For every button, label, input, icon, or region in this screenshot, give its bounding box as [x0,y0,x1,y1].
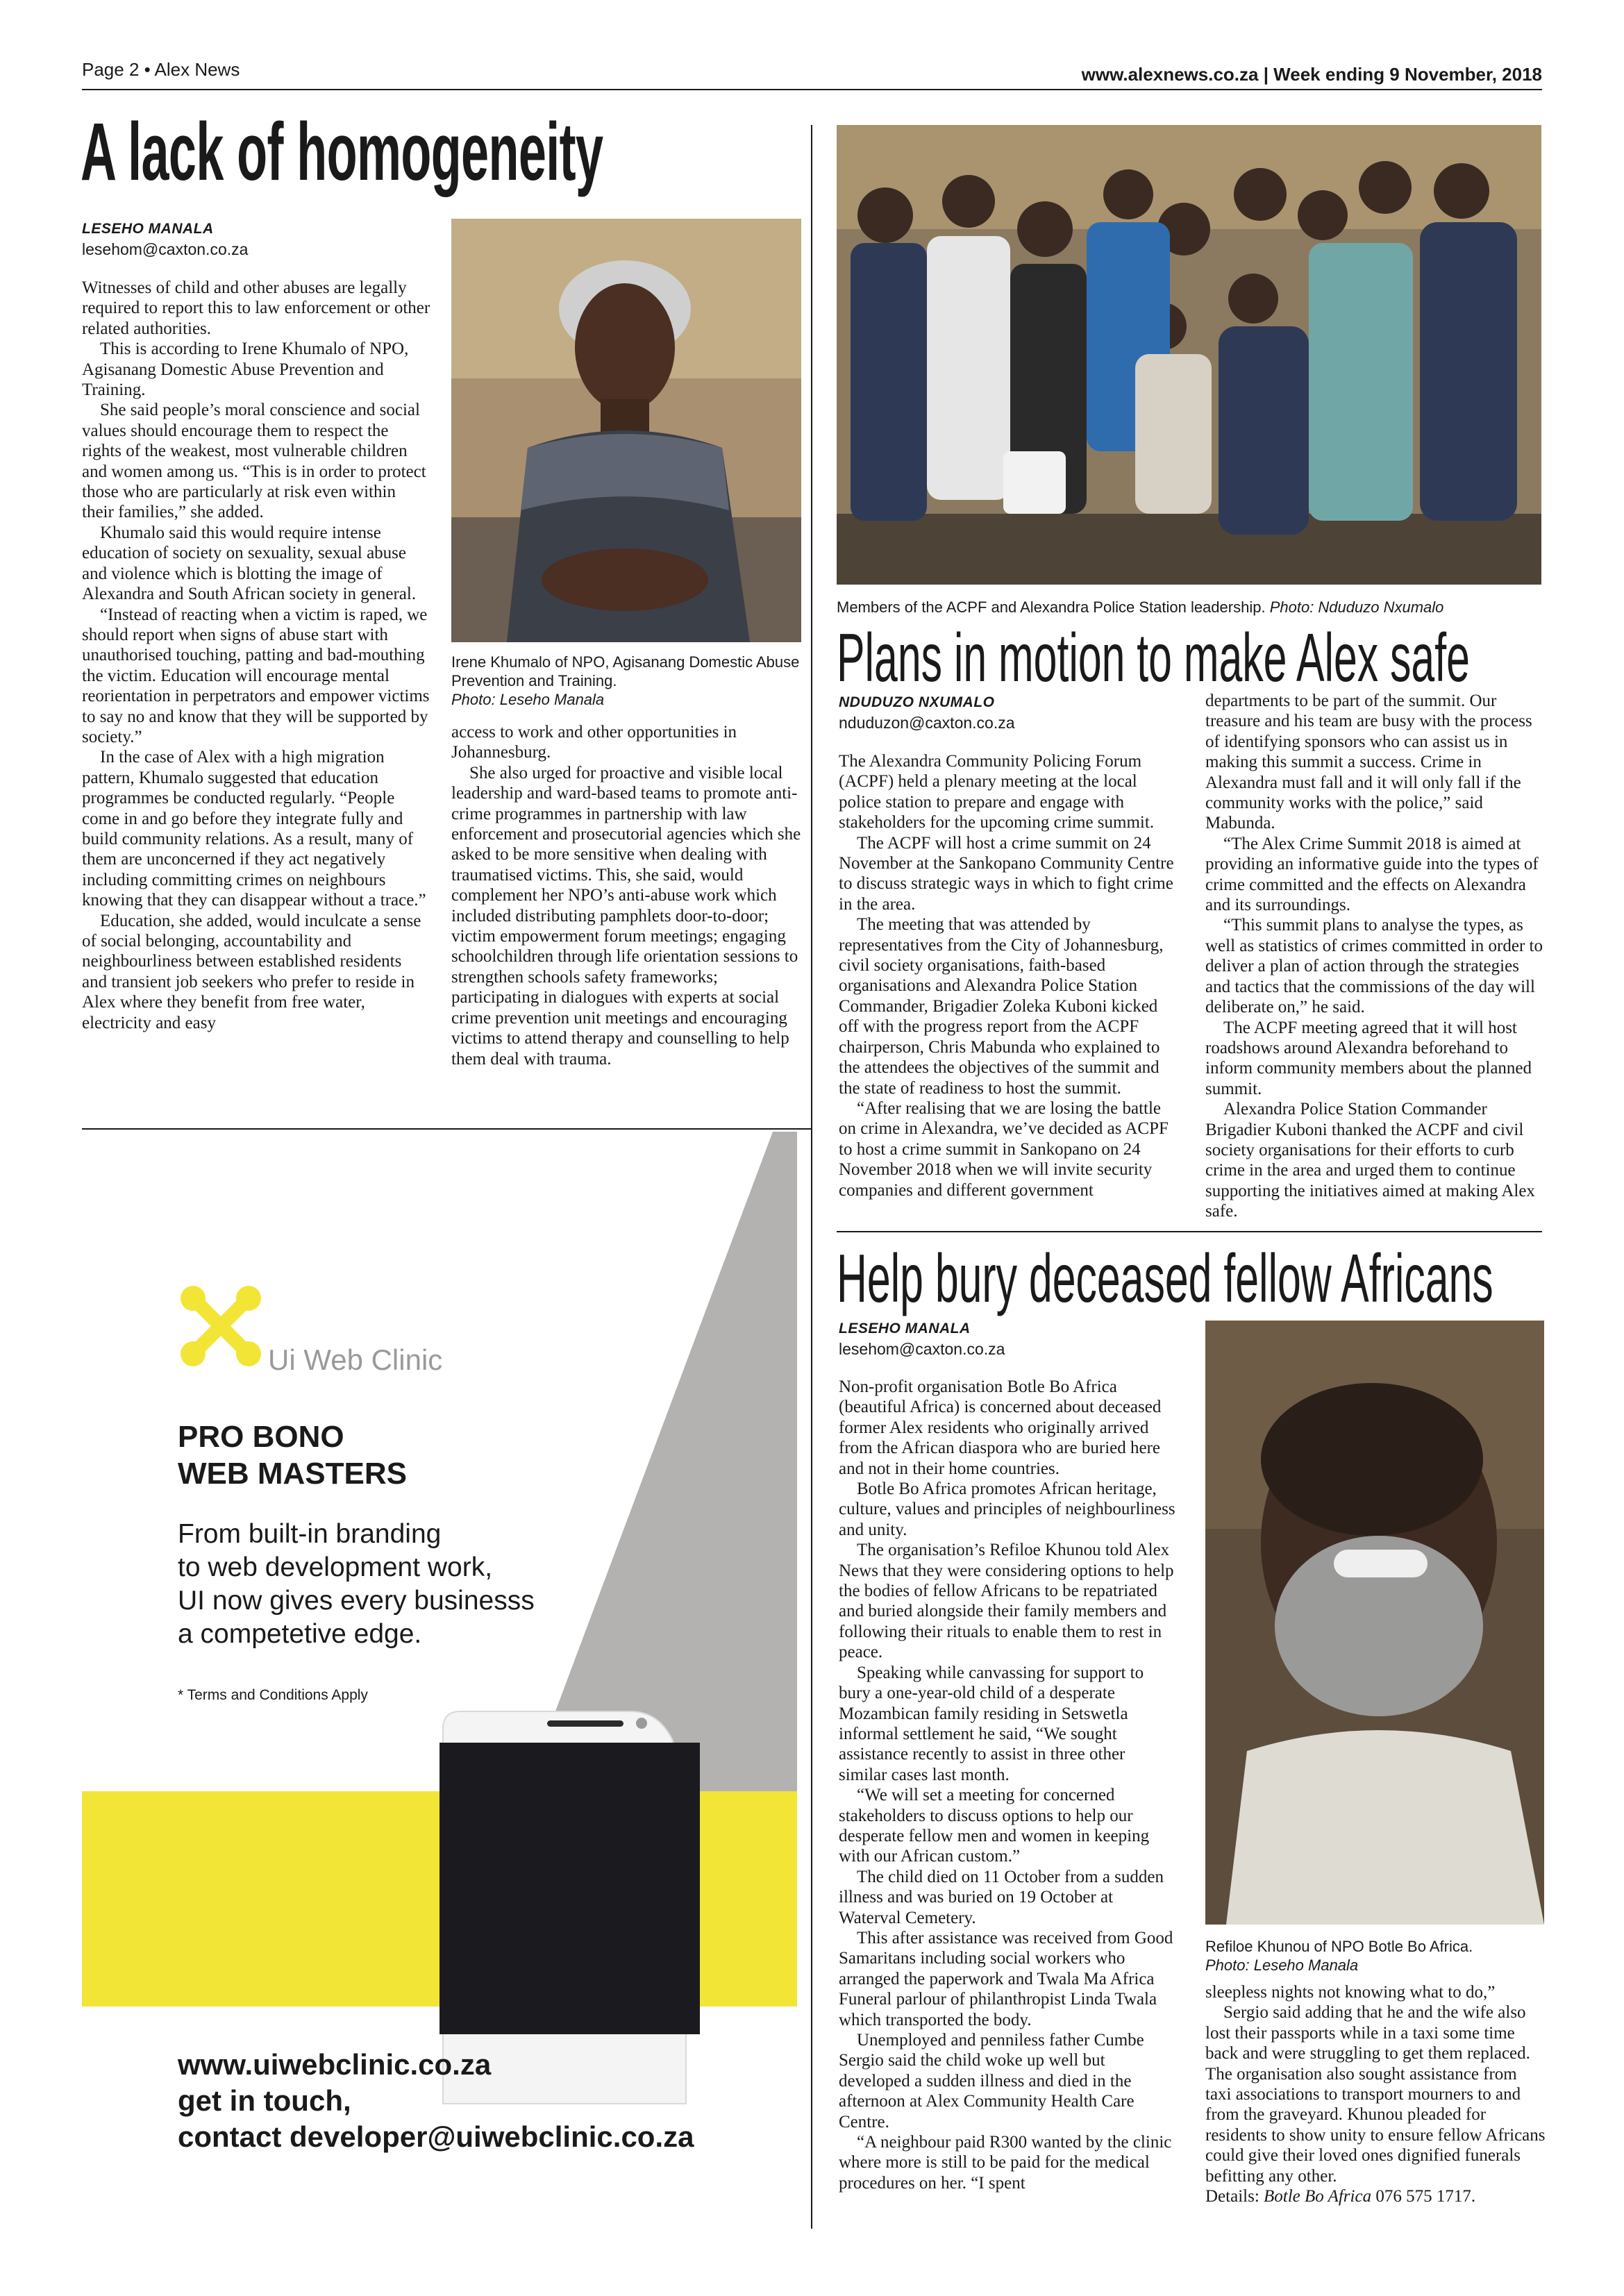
paragraph: Unemployed and penniless father Cumbe Sergio said the child woke up well but developed a sudden illness and died in the afternoon at Alex Community Health Care Centre. [839,2031,1144,2131]
paragraph: departments to be part of the summit. Our treasure and his team are busy with the process of identifying sponsors who can assist us in making this summit a success. Crime in Alexandra must fall and it will only fall if the community works with the police,” said Mabunda. [1205,692,1532,833]
irene-khumalo-photo [451,219,801,642]
paragraph: Education, she added, would inculcate a sense of social belonging, accountability and neighbourliness between established residents and transient job seekers who prefer to reside in Alex where they benefit from free water, electricity and easy [82,911,421,1032]
ui-web-clinic-ad [82,1132,797,2222]
article3-photo-caption [1205,1937,1546,1975]
paragraph: Speaking while canvassing for support to bury a one-year-old child of a desperate Mozambican family residing in Setswetla informal settlement he said, “We sought assistance recently to assist in three other similar cases last month. [839,1663,1144,1784]
ad-url[interactable]: www.uiwebclinic.co.za [178,2048,492,2081]
article3-byline: LESEHO MANALA [839,1321,971,1336]
paragraph: “This summit plans to analyse the types, as well as statistics of crimes committed in order to deliver a plan of action through the strategies and tactics that the commissions of the day will deliberate on,” he said. [1205,916,1543,1017]
photo-credit: Photo: Leseho Manala [451,691,605,708]
caption-text: Members of the ACPF and Alexandra Police Station leadership. [837,598,1266,616]
paragraph: “After realising that we are losing the battle on crime in Alexandra, we’ve decided as ACPF to host a crime summit in Sankopano on 24 November 2018 when we will invite security companies and different government [839,1098,1169,1200]
article1-email: lesehom@caxton.co.za [82,240,249,258]
article2-column1 [839,751,1178,1200]
details-label: Details: [1205,2187,1259,2206]
group-illustration [837,125,1541,585]
paragraph: Alexandra Police Station Commander Brigadier Kuboni thanked the ACPF and civil society organisations for their efforts to curb crime in the area and urged them to continue supporting the initiatives aimed at making Alex safe. [1205,1100,1535,1221]
paragraph [1205,2186,1546,2206]
ad-top-rule [82,1128,811,1130]
ad-body-line1: From built-in branding [178,1519,442,1549]
column-divider [811,125,812,2229]
ad-terms: * Terms and Conditions Apply [178,1687,368,1703]
paragraph: Non-profit organisation Botle Bo Africa (beautiful Africa) is concerned about deceased former Alex residents who originally arrived from the African diaspora who are buried here and not in their home countries. [839,1377,1162,1478]
paragraph: “We will set a meeting for concerned stakeholders to discuss options to help our desperate fellow men and women in keeping with our African custom.” [839,1786,1150,1866]
article1-headline: A lack of homogeneity [81,106,603,198]
article3-column2 [1205,1982,1546,2206]
details-org: Botle Bo Africa [1264,2187,1372,2206]
paragraph: The child died on 11 October from a sudden illness and was buried on 19 October at Waterval Cemetery. [839,1867,1164,1927]
ad-body-line4: a competetive edge. [178,1619,422,1649]
paragraph: Witnesses of child and other abuses are legally required to report this to law enforcement or other related authorities. [82,278,430,338]
ad-heading-line1: PRO BONO [178,1420,344,1454]
article2-byline: NDUDUZO NXUMALO [839,694,995,710]
paragraph: This after assistance was received from Good Samaritans including social workers who arranged the paperwork and Twala Ma Africa Funeral parlour of philanthropist Linda Twala which transported the body. [839,1928,1173,2029]
ad-body-line2: to web development work, [178,1552,493,1582]
caption-text: Irene Khumalo of NPO, Agisanang Domestic Abuse Prevention and Training. [451,653,800,689]
paragraph: “Instead of reacting when a victim is raped, we should report when signs of abuse start with unauthorised touching, patting and bad-mouthing the victim. Education will encourage mental reorientation in perpetrators and empower victims to say no and know that they will be supported by society.” [82,605,430,746]
ad-contact[interactable]: contact developer@uiwebclinic.co.za [178,2120,694,2153]
details-phone: 076 575 1717. [1375,2187,1476,2206]
article2-photo-caption [837,598,1443,617]
portrait-illustration [451,219,801,642]
masthead-rule [82,89,1542,90]
paragraph: The Alexandra Community Policing Forum (ACPF) held a plenary meeting at the local police station to prepare and engage with stakeholders for the upcoming crime summit. [839,752,1155,832]
page-folio: Page 2 • Alex News [82,59,240,80]
ad-brand-name: Ui Web Clinic [268,1343,443,1376]
site-and-date: www.alexnews.co.za | Week ending 9 November, 2018 [1081,64,1542,85]
paragraph: access to work and other opportunities in Johannesburg. [451,723,737,762]
article3-top-rule [837,1231,1542,1232]
ad-body-line3: UI now gives every businesss [178,1586,535,1616]
article3-email: lesehom@caxton.co.za [839,1340,1005,1358]
paragraph: She said people’s moral conscience and social values should encourage them to respect the rights of the weakest, most vulnerable children and women among us. “This is in order to protect those who are particularly at risk even within their families,” she added. [82,401,426,522]
paragraph: Botle Bo Africa promotes African heritage, culture, values and principles of neighbourliness and unity. [839,1480,1175,1539]
paragraph: The organisation’s Refiloe Khunou told Alex News that they were considering options to help the bodies of fellow Africans to be repatriated and buried alongside their family members and following their rituals to enable them to rest in peace. [839,1541,1174,1662]
article3-column1 [839,1377,1178,2193]
article1-column2 [451,722,802,1069]
paragraph: The ACPF meeting agreed that it will host roadshows around Alexandra beforehand to inform community members about the planned summit. [1205,1018,1532,1098]
ad-cta: get in touch, [178,2084,351,2117]
article1-byline: LESEHO MANALA [82,221,214,237]
article2-email: nduduzon@caxton.co.za [839,714,1015,732]
paragraph: She also urged for proactive and visible local leadership and ward-based teams to promote anti-crime programmes in partnership with law enforcement and prosecutorial agencies which she asked to be more sensitive when dealing with traumatised victims. This, she said, would complement her NPO’s anti-abuse work which included distributing pamphlets door-to-door; victim empowerment forum meetings; engaging schoolchildren through life orientation sessions to strengthen schools safety frameworks; participating in dialogues with experts at social crime prevention unit meetings and encouraging victims to attend therapy and counselling to help them deal with trauma. [451,763,801,1069]
ui-web-clinic-logo-icon [172,1277,269,1375]
article2-headline: Plans in motion to make Alex safe [837,619,1470,696]
caption-text: Refiloe Khunou of NPO Botle Bo Africa. [1205,1938,1473,1955]
paragraph: This is according to Irene Khumalo of NPO, Agisanang Domestic Abuse Prevention and Training. [82,340,409,400]
paragraph: Khumalo said this would require intense education of society on sexuality, sexual abuse and violence which is blotting the image of Alexandra and South African society in general. [82,523,417,604]
article2-column2 [1205,691,1546,1222]
article1-column1 [82,278,430,1033]
paragraph: In the case of Alex with a high migration pattern, Khumalo suggested that education programmes be conducted regularly. “People come in and go before they integrate fully and build community relations. As a result, many of them are unconcerned if they act negatively including committing crimes on neighbours knowing that they can disappear without a trace.” [82,748,426,910]
paragraph: “A neighbour paid R300 wanted by the clinic where more is still to be paid for the medical procedures on her. “I spent [839,2133,1172,2193]
ad-heading-line2: WEB MASTERS [178,1457,407,1491]
photo-credit: Photo: Nduduzo Nxumalo [1269,598,1444,616]
acpf-group-photo [837,125,1541,585]
article3-headline: Help bury deceased fellow Africans [837,1240,1493,1316]
paragraph: The ACPF will host a crime summit on 24 November at the Sankopano Community Centre to discuss strategic ways in which to fight crime in the area. [839,833,1174,914]
paragraph: “The Alex Crime Summit 2018 is aimed at providing an informative guide into the types of crime committed and the effects on Alexandra and its surroundings. [1205,834,1539,915]
portrait-illustration [1205,1321,1544,1925]
paragraph: Sergio said adding that he and the wife also lost their passports while in a taxi some time back and were struggling to get them replaced. The organisation also sought assistance from taxi associations to transport mourners to and from the graveyard. Khunou pleaded for residents to show unity to ensure fellow Africans could give their loved ones dignified funerals befitting any other. [1205,2003,1546,2186]
article1-photo-caption [451,653,805,709]
paragraph: sleepless nights not knowing what to do,” [1205,1983,1496,2002]
paragraph: The meeting that was attended by representatives from the City of Johannesburg, civil society organisations, faith-based organisations and Alexandra Police Station Commander, Brigadier Zoleka Kuboni kicked off with the progress report from the ACPF chairperson, Chris Mabunda who explained to the attendees the objectives of the summit and the state of readiness to host the summit. [839,915,1164,1098]
refiloe-khunou-photo [1205,1321,1544,1925]
photo-credit: Photo: Leseho Manala [1205,1956,1359,1974]
